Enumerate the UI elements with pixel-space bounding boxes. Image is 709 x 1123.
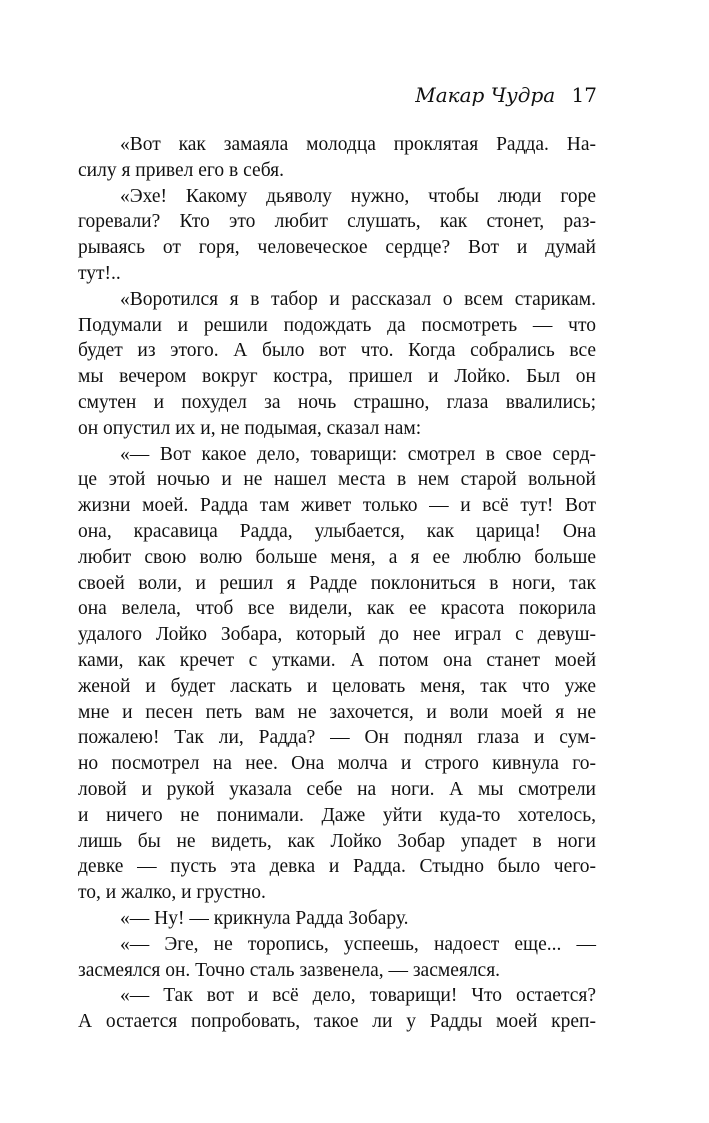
text-line: А остается попробовать, такое ли у Радды моей креп-	[78, 1011, 596, 1033]
text-line: мне и песен петь вам не захочется, и воли моей я не	[78, 701, 596, 723]
chapter-title: Макар Чудра	[415, 83, 556, 107]
text-line: силу я привел его в себя.	[78, 159, 284, 181]
text-line: Подумали и решили подождать да посмотреть — что	[78, 314, 596, 336]
text-line: «Воротился я в табор и рассказал о всем старикам.	[120, 288, 596, 310]
text-line: удалого Лойко Зобара, который до нее играл с девуш-	[78, 624, 596, 646]
text-line: то, и жалко, и грустно.	[78, 882, 266, 904]
running-head	[415, 82, 597, 108]
text-line: «Эхе! Какому дьяволу нужно, чтобы люди горе	[120, 185, 596, 207]
text-line: «— Ну! — крикнула Радда Зобару.	[120, 907, 409, 929]
text-line: своей воли, и решил я Радде поклониться в ноги, так	[78, 572, 596, 594]
text-line: засмеялся он. Точно сталь зазвенела, — засмеялся.	[78, 959, 501, 981]
text-line: тут!..	[78, 262, 121, 284]
text-line: любит свою волю больше меня, а я ее люблю больше	[78, 546, 596, 568]
text-line: ловой и рукой указала себе на ноги. А мы смотрели	[78, 778, 596, 800]
body-text	[78, 132, 596, 1035]
text-line: смутен и похудел за ночь страшно, глаза ввалились;	[78, 391, 596, 413]
text-line: «— Эге, не торопись, успеешь, надоест еще... —	[120, 933, 596, 955]
text-line: «— Так вот и всё дело, товарищи! Что остается?	[120, 985, 596, 1007]
page-number: 17	[571, 83, 597, 107]
text-line: девке — пусть эта девка и Радда. Стыдно было чего-	[78, 856, 596, 878]
text-line: пожалею! Так ли, Радда? — Он поднял глаза и сум-	[78, 727, 596, 749]
text-line: рываясь от горя, человеческое сердце? Вот и думай	[78, 237, 596, 259]
text-line: це этой ночью и не нашел места в нем старой вольной	[78, 469, 596, 491]
text-line: но посмотрел на нее. Она молча и строго кивнула го-	[78, 753, 596, 775]
text-line: и ничего не понимали. Даже уйти куда-то хотелось,	[78, 804, 596, 826]
text-line: женой и будет ласкать и целовать меня, так что уже	[78, 675, 596, 697]
text-line: ками, как кречет с утками. А потом она станет моей	[78, 649, 596, 671]
text-line: она, красавица Радда, улыбается, как царица! Она	[78, 520, 596, 542]
text-line: «— Вот какое дело, товарищи: смотрел в свое серд-	[120, 443, 596, 465]
text-line: мы вечером вокруг костра, пришел и Лойко. Был он	[78, 366, 596, 388]
text-line: горевали? Кто это любит слушать, как стонет, раз-	[78, 211, 596, 233]
text-line: жизни моей. Радда там живет только — и всё тут! Вот	[78, 495, 596, 517]
text-line: будет из этого. А было вот что. Когда собрались все	[78, 340, 596, 362]
text-line: «Вот как замаяла молодца проклятая Радда. На-	[120, 134, 596, 155]
text-line: лишь бы не видеть, как Лойко Зобар упадет в ноги	[78, 830, 596, 852]
text-line: она велела, чтоб все видели, как ее красота покорила	[78, 598, 596, 620]
text-line: он опустил их и, не подымая, сказал нам:	[78, 417, 422, 439]
